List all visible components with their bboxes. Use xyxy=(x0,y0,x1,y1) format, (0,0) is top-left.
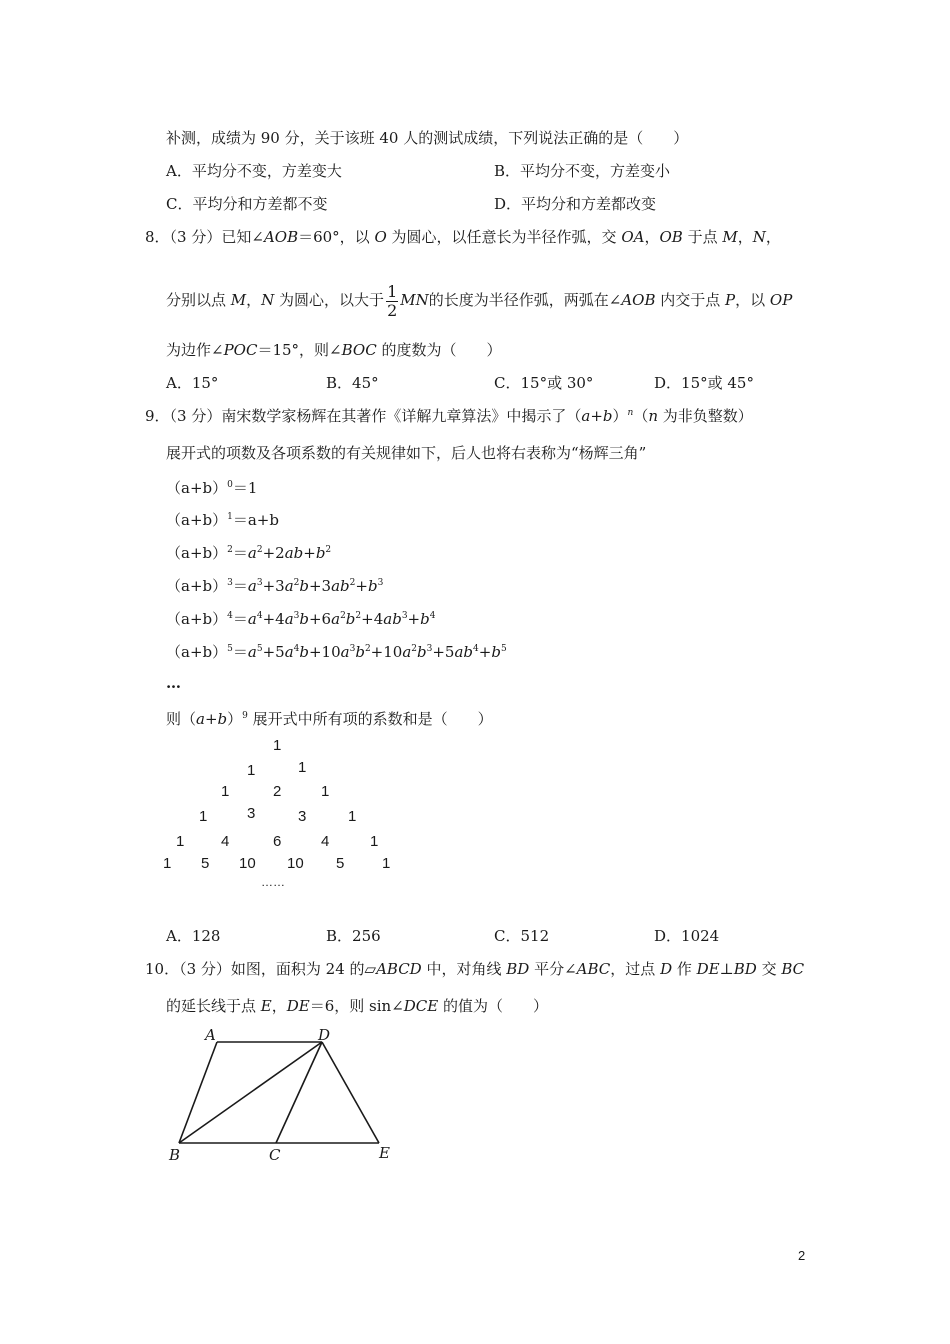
expansion-0: $(a+b)^0=1$ xyxy=(166,479,258,497)
triangle-cell: 1 xyxy=(247,762,256,779)
triangle-cell: 6 xyxy=(273,833,282,850)
q7-option-c: C．平均分和方差都不变 xyxy=(166,195,328,213)
segment-bd xyxy=(179,1042,322,1143)
expansion-3: $(a+b)^3=a^3+3a^2b+3ab^2+b^3$ xyxy=(166,577,384,595)
q9-option-a: A．128 xyxy=(166,927,221,945)
segment-de xyxy=(322,1042,379,1143)
q9-option-d: D．1024 xyxy=(654,927,720,945)
triangle-cell: 10 xyxy=(239,855,256,872)
triangle-cell: 4 xyxy=(221,833,230,850)
q10-line-1: 10．（3 分）如图，面积为 24 的▱ABCD 中，对角线 BD 平分∠ABC，过点 D 作 DE⊥BD 交 BC xyxy=(145,960,805,978)
q8-line-1: 8．（3 分）已知∠AOB＝60°，以 O 为圆心，以任意长为半径作弧，交 OA，OB 于点 M，N， xyxy=(145,228,781,246)
expansion-5: $(a+b)^5=a^5+5a^4b+10a^3b^2+10a^2b^3+5ab^4+b^5$ xyxy=(166,643,507,661)
q8-option-c: C．15°或 30° xyxy=(494,374,594,392)
fraction-one-half: $\frac{1}{2}$ xyxy=(387,281,398,320)
triangle-cell: 1 xyxy=(273,737,282,754)
q9-line-2: 展开式的项数及各项系数的有关规律如下，后人也将右表称为“杨辉三角” xyxy=(166,444,647,462)
label-b: B xyxy=(169,1146,181,1164)
q8-option-d: D．15°或 45° xyxy=(654,374,754,392)
triangle-cell: 1 xyxy=(163,855,172,872)
triangle-cell: 1 xyxy=(199,808,208,825)
label-d: D xyxy=(318,1026,331,1044)
q7-option-d: D．平均分和方差都改变 xyxy=(494,195,657,213)
q8-line-3: 为边作∠POC＝15°，则∠BOC 的度数为（ ） xyxy=(166,341,502,359)
q9-question: 则$(a+b)^9$ 展开式中所有项的系数和是（ ） xyxy=(166,710,493,728)
q9-line-1: 9．（3 分）南宋数学家杨辉在其著作《详解九章算法》中揭示了$(a+b)^n(n$ 为非负整数） xyxy=(145,407,753,425)
q7-option-b: B．平均分不变，方差变小 xyxy=(494,162,671,180)
label-a: A xyxy=(205,1026,216,1044)
triangle-cell: 2 xyxy=(273,783,282,800)
triangle-cell: 1 xyxy=(321,783,330,800)
triangle-dots: …… xyxy=(261,875,285,889)
triangle-cell: 1 xyxy=(298,759,307,776)
segment-dc xyxy=(276,1042,322,1143)
label-e: E xyxy=(379,1144,390,1162)
triangle-cell: 1 xyxy=(382,855,391,872)
parallelogram-figure xyxy=(160,1022,400,1168)
q7-option-a: A．平均分不变，方差变大 xyxy=(166,162,342,180)
triangle-cell: 1 xyxy=(348,808,357,825)
page-number: 2 xyxy=(798,1248,806,1263)
triangle-cell: 1 xyxy=(221,783,230,800)
triangle-cell: 3 xyxy=(298,808,307,825)
triangle-cell: 3 xyxy=(247,805,256,822)
q8-option-b: B．45° xyxy=(326,374,379,392)
triangle-cell: 1 xyxy=(370,833,379,850)
expansion-1: $(a+b)^1=a+b$ xyxy=(166,511,279,529)
triangle-cell: 5 xyxy=(336,855,345,872)
q9-option-b: B．256 xyxy=(326,927,381,945)
q9-option-c: C．512 xyxy=(494,927,550,945)
expansion-4: $(a+b)^4=a^4+4a^3b+6a^2b^2+4ab^3+b^4$ xyxy=(166,610,436,628)
q10-line-2: 的延长线于点 E，DE＝6，则 sin∠DCE 的值为（ ） xyxy=(166,997,549,1015)
q8-option-a: A．15° xyxy=(166,374,219,392)
triangle-cell: 5 xyxy=(201,855,210,872)
segment-ab xyxy=(179,1042,217,1143)
expansion-2: $(a+b)^2=a^2+2ab+b^2$ xyxy=(166,544,332,562)
q8-line-2: 分别以点 M，N 为圆心，以大于 $\frac{1}{2}$ MN的长度为半径作弧，两弧在∠AOB 内交于点 P，以 OP xyxy=(166,281,793,320)
triangle-cell: 10 xyxy=(287,855,304,872)
label-c: C xyxy=(269,1146,281,1164)
triangle-cell: 4 xyxy=(321,833,330,850)
q7-continuation: 补测，成绩为 90 分，关于该班 40 人的测试成绩，下列说法正确的是（ ） xyxy=(166,129,689,147)
expansion-ellipsis: … xyxy=(166,674,181,692)
triangle-cell: 1 xyxy=(176,833,185,850)
